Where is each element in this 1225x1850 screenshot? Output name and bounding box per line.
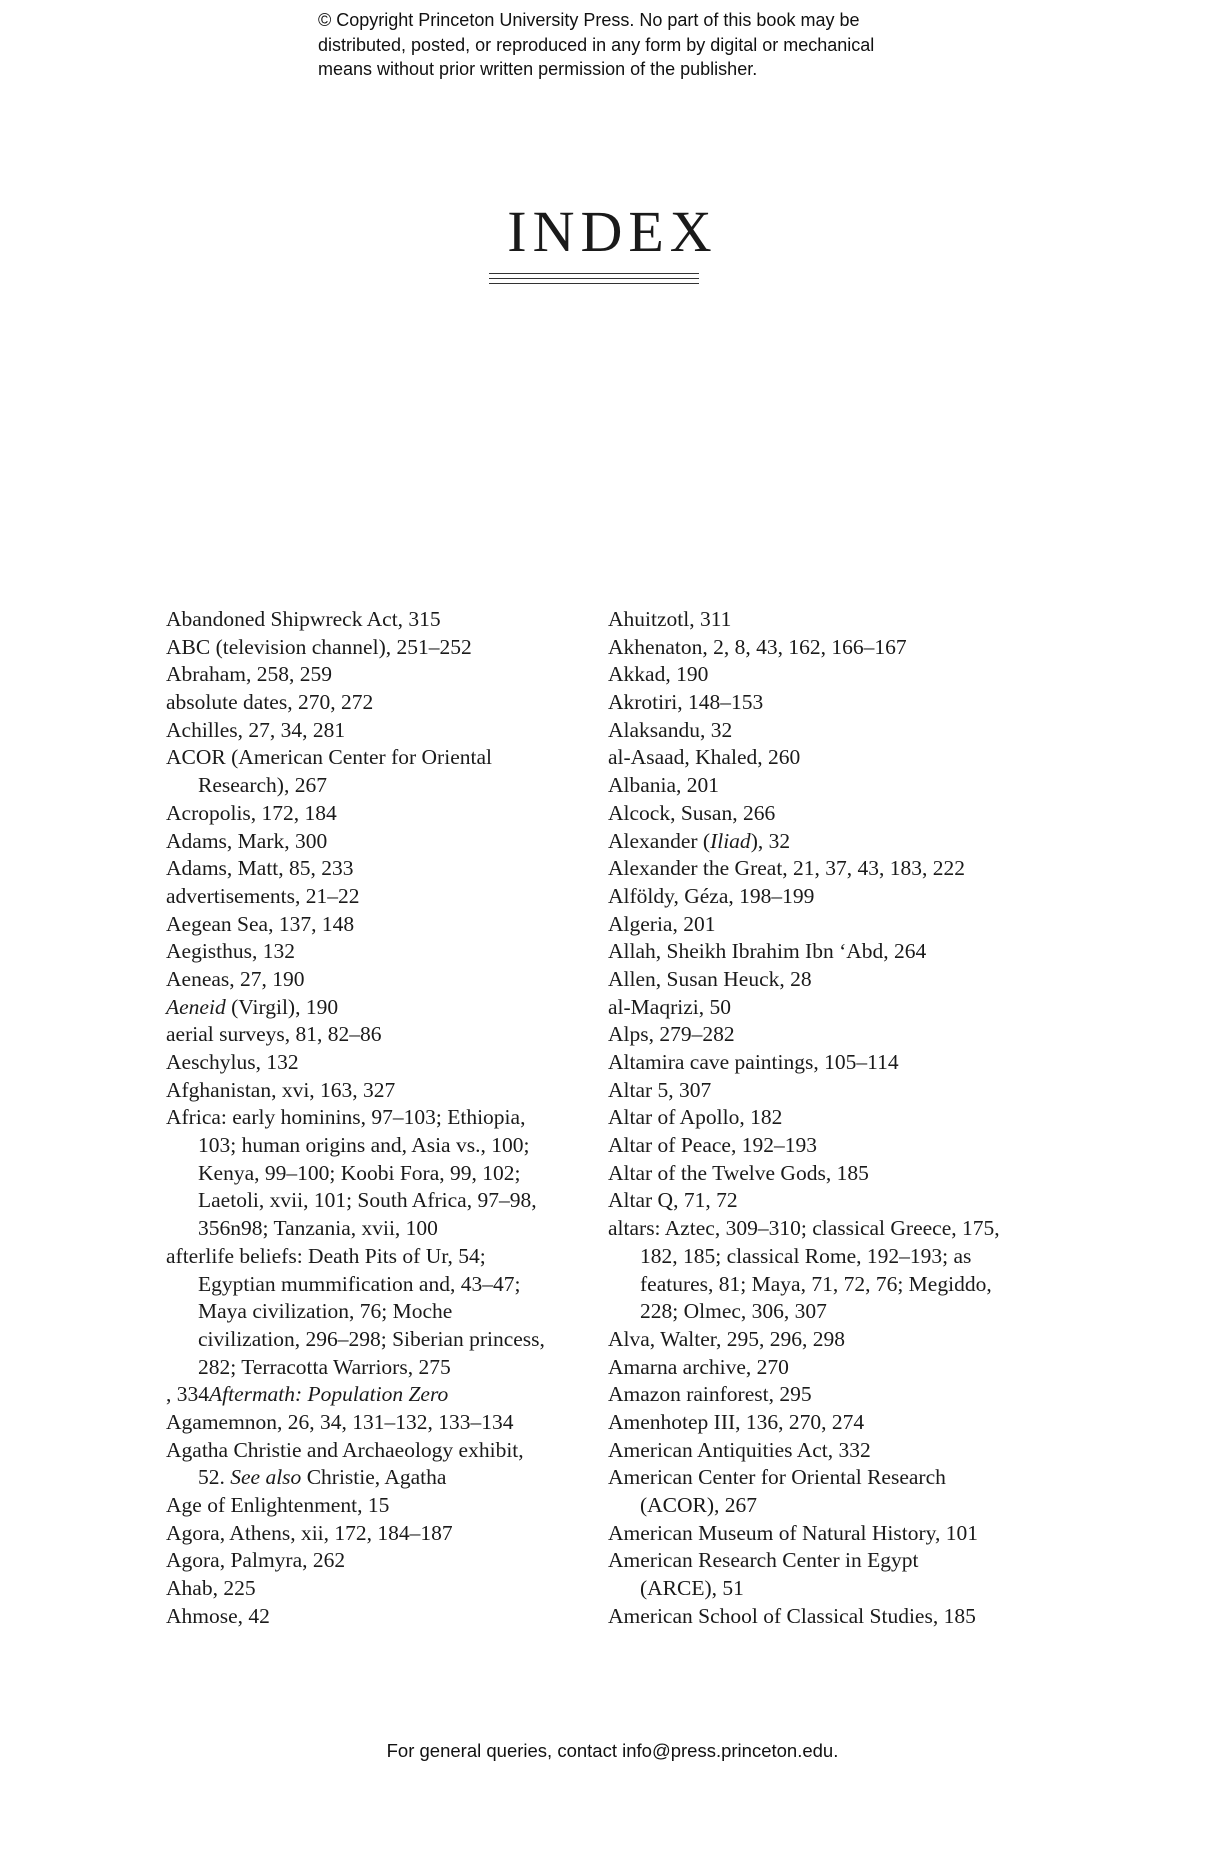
index-entry: [608, 717, 1028, 745]
index-entry-text: Abandoned Shipwreck Act, 315: [166, 607, 441, 631]
index-entry: [166, 1132, 586, 1160]
index-entry: [166, 1021, 586, 1049]
index-entry: [166, 717, 586, 745]
index-entry-text: Alps, 279–282: [608, 1022, 735, 1047]
index-entry-text: Age of Enlightenment, 15: [166, 1493, 390, 1517]
index-entry: [608, 1243, 1028, 1271]
index-entry-text: (Virgil), 190: [225, 994, 339, 1019]
index-entry-text: Aeschylus, 132: [166, 1050, 299, 1074]
index-entry-italic: Aftermath: Population Zero: [209, 1382, 449, 1407]
index-entry-text: Ahuitzotl, 311: [608, 607, 732, 631]
index-entry-text: Allah, Sheikh Ibrahim Ibn ‘Abd, 264: [608, 939, 927, 964]
index-entry-text: Agora, Athens, xii, 172, 184–187: [166, 1520, 453, 1545]
index-entry: [608, 1132, 1028, 1160]
index-entry-text: Alaksandu, 32: [608, 717, 733, 742]
index-entry-italic: Iliad: [710, 828, 751, 853]
index-entry: [166, 744, 586, 772]
index-entry: [166, 661, 586, 689]
index-entry-italic: See also: [230, 1465, 302, 1490]
index-entry-text: Allen, Susan Heuck, 28: [608, 966, 812, 991]
index-entry-text: Kenya, 99–100; Koobi Fora, 99, 102;: [198, 1160, 521, 1185]
index-entry-text: 103; human origins and, Asia vs., 100;: [198, 1133, 530, 1158]
index-entry: [166, 689, 586, 717]
index-entry-text: al-Maqrizi, 50: [608, 994, 731, 1019]
index-entry-text: Alva, Walter, 295, 296, 298: [608, 1326, 846, 1351]
index-entry: [608, 1215, 1028, 1243]
title-rule: [489, 273, 699, 274]
index-entry-text: Research), 267: [198, 773, 327, 798]
index-entry-text: Agatha Christie and Archaeology exhibit,: [166, 1437, 524, 1462]
index-entry: [608, 661, 1028, 689]
index-entry: [608, 1575, 1028, 1603]
index-entry: [608, 1160, 1028, 1188]
index-entry-text: Adams, Mark, 300: [166, 828, 328, 853]
index-entry-italic: Aeneid: [166, 994, 226, 1019]
index-entry-text: American Museum of Natural History, 101: [608, 1520, 978, 1545]
index-entry-text: 228; Olmec, 306, 307: [640, 1299, 827, 1324]
index-entry: [608, 1021, 1028, 1049]
page-title: INDEX: [507, 199, 718, 264]
index-entry-text: Altar of the Twelve Gods, 185: [608, 1160, 869, 1185]
index-entry-text: Adams, Matt, 85, 233: [166, 856, 354, 881]
index-entry: [166, 938, 586, 966]
index-entry-text: Ahmose, 42: [166, 1603, 270, 1628]
index-entry-text: Alcock, Susan, 266: [608, 800, 776, 825]
index-entry-text: Altar Q, 71, 72: [608, 1188, 738, 1213]
index-entry-text: Egyptian mummification and, 43–47;: [198, 1271, 521, 1296]
index-entry-text: 52.: [198, 1465, 231, 1490]
index-entry-text: Ahab, 225: [166, 1576, 256, 1601]
index-entry-text: Akkad, 190: [608, 662, 709, 687]
index-entry: [166, 1381, 586, 1409]
index-entry-text: Amarna archive, 270: [608, 1354, 789, 1379]
index-entry-text: Agamemnon, 26, 34, 131–132, 133–134: [166, 1409, 514, 1434]
index-entry: [166, 1271, 586, 1299]
index-entry: [608, 1104, 1028, 1132]
index-entry: [166, 966, 586, 994]
index-entry: [166, 1104, 586, 1132]
index-entry-text: American Center for Oriental Research: [608, 1465, 946, 1490]
index-entry-text: Altar of Peace, 192–193: [608, 1133, 817, 1158]
copyright-notice: [318, 8, 958, 82]
index-entry: [608, 855, 1028, 883]
index-entry: [608, 1049, 1028, 1077]
index-entry-text: (ARCE), 51: [640, 1576, 744, 1601]
index-entry: [608, 1492, 1028, 1520]
index-entry-text: Amazon rainforest, 295: [608, 1382, 812, 1407]
index-entry: [608, 1437, 1028, 1465]
index-entry-text: al-Asaad, Khaled, 260: [608, 745, 801, 770]
index-entry: [166, 1547, 586, 1575]
index-entry-text: (ACOR), 267: [640, 1493, 758, 1517]
index-entry-text: American Antiquities Act, 332: [608, 1437, 871, 1462]
index-entry-text: 356n98; Tanzania, xvii, 100: [198, 1216, 438, 1241]
index-entry: [166, 1464, 586, 1492]
index-entry-text: 282; Terracotta Warriors, 275: [198, 1354, 451, 1379]
index-entry: [608, 1603, 1028, 1631]
index-column-right: [608, 606, 1028, 1630]
index-entry: [166, 883, 586, 911]
index-entry: [166, 1243, 586, 1271]
index-entry: [166, 1187, 586, 1215]
index-entry: [166, 1049, 586, 1077]
index-entry: [166, 828, 586, 856]
index-entry: [166, 994, 586, 1022]
index-entry-text: Albania, 201: [608, 773, 720, 798]
index-entry-text: Agora, Palmyra, 262: [166, 1548, 346, 1573]
index-entry: [166, 772, 586, 800]
index-entry: [166, 1492, 586, 1520]
index-entry: [608, 883, 1028, 911]
index-entry: [166, 911, 586, 939]
index-column-left: [166, 606, 586, 1630]
index-entry-text: absolute dates, 270, 272: [166, 690, 374, 715]
index-entry: [608, 1271, 1028, 1299]
index-entry: [166, 1354, 586, 1382]
index-entry-text: Altamira cave paintings, 105–114: [608, 1050, 899, 1074]
index-entry: [166, 1298, 586, 1326]
index-entry-text: Aegean Sea, 137, 148: [166, 911, 355, 936]
index-entry-text: Akhenaton, 2, 8, 43, 162, 166–167: [608, 634, 907, 659]
index-entry: [166, 1409, 586, 1437]
index-entry: [608, 966, 1028, 994]
index-entry: [166, 1160, 586, 1188]
index-entry: [608, 938, 1028, 966]
index-entry: [608, 828, 1028, 856]
index-entry: [608, 1409, 1028, 1437]
index-entry: [166, 1520, 586, 1548]
index-entry-text: 182, 185; classical Rome, 192–193; as: [640, 1243, 972, 1268]
footer-contact: For general queries, contact info@press.princeton.edu.: [386, 1740, 839, 1761]
index-entry: [608, 994, 1028, 1022]
index-entry: [166, 1215, 586, 1243]
index-entry: [166, 1575, 586, 1603]
index-entry: [166, 606, 586, 634]
index-entry: [608, 1520, 1028, 1548]
index-entry-text: Achilles, 27, 34, 281: [166, 717, 346, 742]
index-entry: [608, 1547, 1028, 1575]
index-entry: [166, 855, 586, 883]
index-entry-text: Akrotiri, 148–153: [608, 690, 764, 715]
title-rule: [489, 283, 699, 284]
index-entry: [166, 1603, 586, 1631]
index-entry-text: Maya civilization, 76; Moche: [198, 1299, 453, 1324]
index-entry: [608, 744, 1028, 772]
index-entry-text: ABC (television channel), 251–252: [166, 634, 472, 659]
copyright-line: © Copyright Princeton University Press. No part of this book may be: [318, 10, 860, 30]
index-entry: [608, 772, 1028, 800]
index-entry-text: Algeria, 201: [608, 911, 716, 936]
index-entry-text: Alexander (: [608, 828, 711, 853]
index-entry: [166, 1437, 586, 1465]
index-entry-text: Aegisthus, 132: [166, 939, 295, 964]
index-entry-text: aerial surveys, 81, 82–86: [166, 1022, 382, 1047]
index-entry: [608, 800, 1028, 828]
index-entry-text: altars: Aztec, 309–310; classical Greece, 175,: [608, 1216, 1000, 1241]
index-entry: [608, 1077, 1028, 1105]
index-entry-text: ACOR (American Center for Oriental: [166, 745, 492, 770]
index-entry-text: Abraham, 258, 259: [166, 662, 332, 687]
index-entry-text: civilization, 296–298; Siberian princess,: [198, 1326, 545, 1351]
index-entry: [166, 1326, 586, 1354]
index-entry: [166, 634, 586, 662]
copyright-line: distributed, posted, or reproduced in any form by digital or mechanical: [318, 34, 875, 55]
index-entry-text: features, 81; Maya, 71, 72, 76; Megiddo,: [640, 1271, 992, 1296]
index-entry: [608, 689, 1028, 717]
index-entry: [608, 1464, 1028, 1492]
index-entry: [608, 1298, 1028, 1326]
index-entry-text: Altar of Apollo, 182: [608, 1105, 783, 1130]
index-entry-text: Christie, Agatha: [301, 1465, 447, 1490]
index-entry: [608, 911, 1028, 939]
index-entry-text: Amenhotep III, 136, 270, 274: [608, 1409, 865, 1434]
index-entry-text: Afghanistan, xvi, 163, 327: [166, 1077, 396, 1102]
index-entry-text: advertisements, 21–22: [166, 883, 360, 908]
index-entry: [166, 1077, 586, 1105]
index-entry-text: Laetoli, xvii, 101; South Africa, 97–98,: [198, 1188, 537, 1213]
index-entry-text: Altar 5, 307: [608, 1077, 712, 1102]
index-entry-text: ), 32: [750, 828, 791, 853]
index-entry-text: American Research Center in Egypt: [608, 1548, 919, 1573]
index-entry-text: afterlife beliefs: Death Pits of Ur, 54;: [166, 1243, 486, 1268]
index-entry: [608, 1381, 1028, 1409]
copyright-line: means without prior written permission of the publisher.: [318, 59, 758, 79]
index-entry-text: Alexander the Great, 21, 37, 43, 183, 222: [608, 856, 966, 881]
index-entry-text: , 334: [166, 1382, 209, 1407]
index-entry: [166, 800, 586, 828]
index-entry: [608, 1187, 1028, 1215]
index-entry-text: Africa: early hominins, 97–103; Ethiopia,: [166, 1105, 526, 1130]
index-entry: [608, 1354, 1028, 1382]
index-entry-text: Acropolis, 172, 184: [166, 800, 337, 825]
index-entry: [608, 1326, 1028, 1354]
title-rule: [489, 278, 699, 279]
index-entry: [608, 606, 1028, 634]
index-entry-text: Alföldy, Géza, 198–199: [608, 883, 815, 908]
index-entry-text: American School of Classical Studies, 185: [608, 1603, 976, 1628]
index-entry: [608, 634, 1028, 662]
index-entry-text: Aeneas, 27, 190: [166, 966, 305, 991]
